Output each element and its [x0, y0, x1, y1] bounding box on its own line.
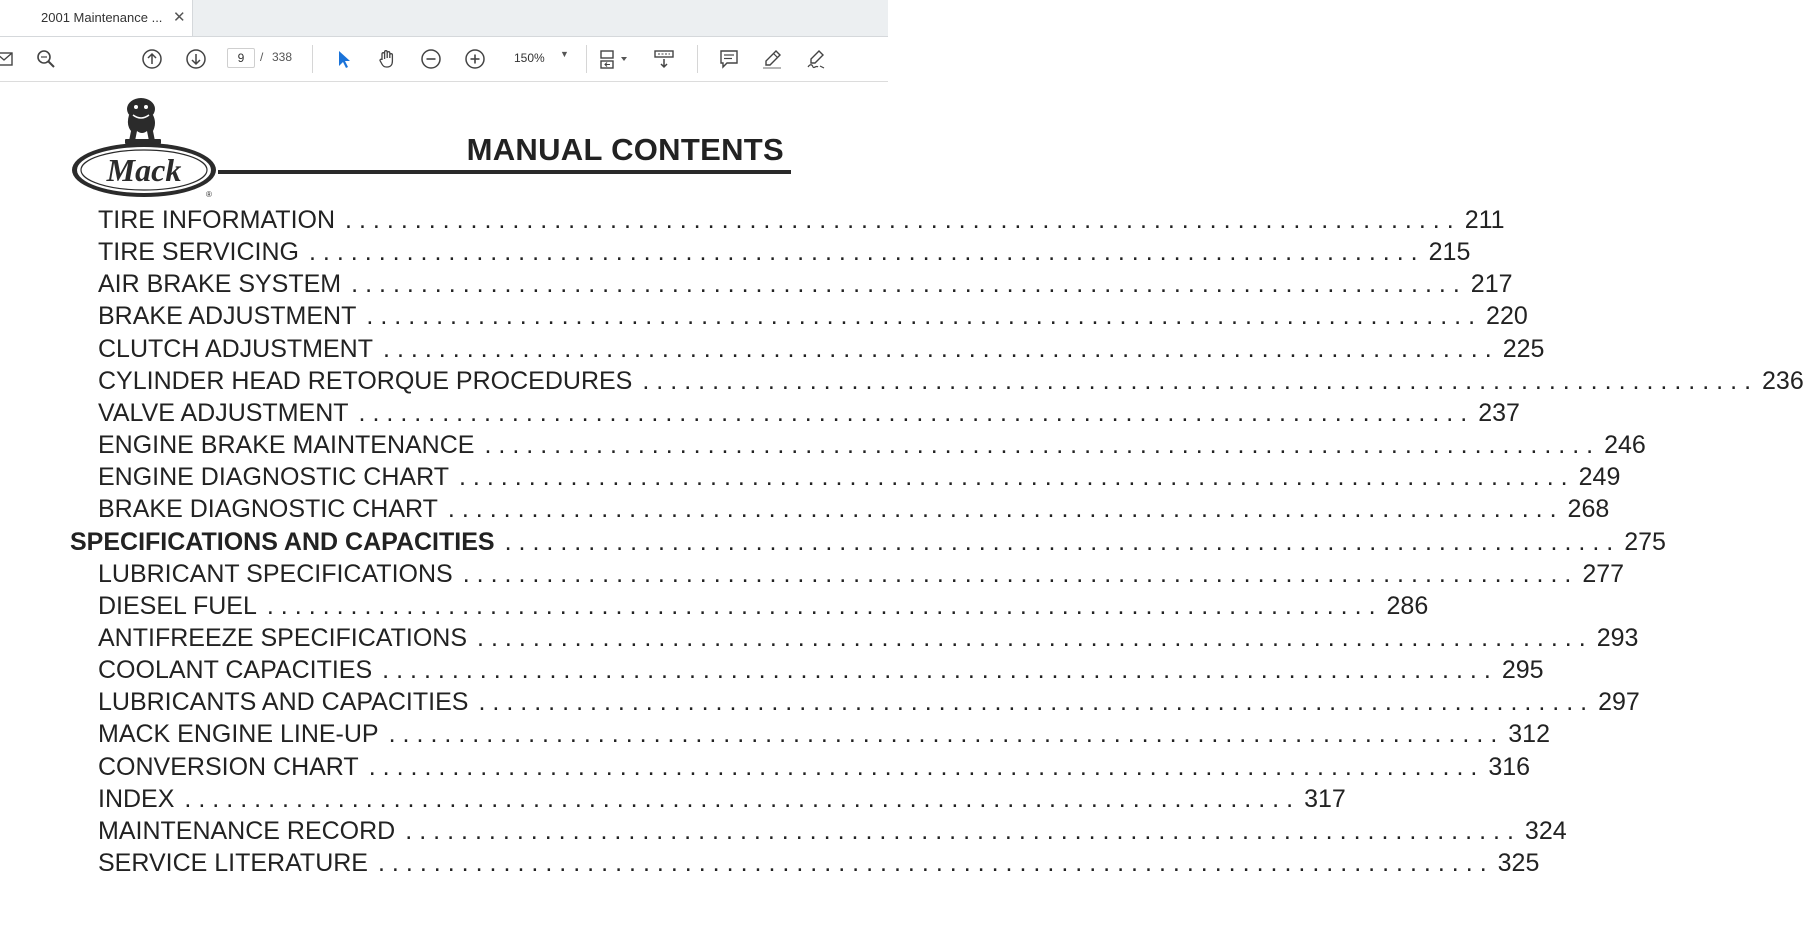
- toc-leader-dots: ................................................................................: [388, 720, 1505, 748]
- toc-leader-dots: ................................................................................: [308, 238, 1425, 266]
- previous-page-icon[interactable]: [139, 46, 165, 72]
- zoom-select[interactable]: [505, 47, 577, 69]
- toc-entry-page: 286: [1386, 592, 1429, 620]
- toc-entry-label: DIESEL FUEL: [98, 592, 257, 620]
- zoom-out-icon[interactable]: [418, 46, 444, 72]
- toc-entry[interactable]: [98, 238, 1471, 270]
- toc-entry-label: ENGINE DIAGNOSTIC CHART: [98, 463, 449, 491]
- toc-entry[interactable]: [98, 817, 1567, 849]
- toc-entry[interactable]: [98, 270, 1513, 302]
- toc-leader-dots: ................................................................................: [358, 399, 1475, 427]
- toc-leader-dots: ................................................................................: [447, 495, 1564, 523]
- toc-entry-label: CYLINDER HEAD RETORQUE PROCEDURES: [98, 367, 633, 395]
- toc-leader-dots: ................................................................................: [642, 367, 1759, 395]
- page-separator: /: [260, 50, 264, 64]
- sign-icon[interactable]: [803, 46, 829, 72]
- toc-entry[interactable]: [98, 720, 1550, 752]
- zoom-in-icon[interactable]: [462, 46, 488, 72]
- toc-entry[interactable]: [98, 302, 1528, 334]
- toc-leader-dots: ................................................................................: [266, 592, 1383, 620]
- chevron-down-icon: ▼: [560, 49, 569, 59]
- search-icon[interactable]: [33, 46, 59, 72]
- toc-leader-dots: ................................................................................: [405, 817, 1521, 845]
- next-page-icon[interactable]: [183, 46, 209, 72]
- toc-leader-dots: ................................................................................: [368, 753, 1485, 781]
- toc-entry[interactable]: [98, 849, 1540, 881]
- toc-entry-page: 249: [1578, 463, 1621, 491]
- close-tab-icon[interactable]: ✕: [173, 9, 186, 26]
- toc-entry[interactable]: [98, 367, 1804, 399]
- toc-entry-page: 237: [1478, 399, 1520, 427]
- pdf-toolbar: [0, 37, 888, 82]
- toc-entry-label: BRAKE DIAGNOSTIC CHART: [98, 495, 438, 523]
- toc-leader-dots: ................................................................................: [345, 206, 1461, 234]
- scroll-mode-icon[interactable]: [651, 46, 677, 72]
- toc-entry[interactable]: [98, 624, 1639, 656]
- toc-leader-dots: ................................................................................: [504, 528, 1621, 556]
- comment-icon[interactable]: [716, 46, 742, 72]
- document-tab[interactable]: [0, 0, 193, 36]
- toc-entry[interactable]: [98, 753, 1531, 785]
- toc-leader-dots: ................................................................................: [478, 688, 1595, 716]
- zoom-value: 150%: [514, 51, 545, 65]
- toc-entry-label: CONVERSION CHART: [98, 753, 359, 781]
- toc-entry-page: 295: [1501, 656, 1544, 684]
- toc-leader-dots: ................................................................................: [377, 849, 1494, 877]
- toc-entry-page: 225: [1502, 335, 1545, 363]
- toc-entry-label: LUBRICANT SPECIFICATIONS: [98, 560, 453, 588]
- toc-entry-page: 268: [1567, 495, 1610, 523]
- mack-logo: [69, 95, 219, 200]
- toc-entry-page: 215: [1428, 238, 1471, 266]
- toc-entry-page: 217: [1470, 270, 1513, 298]
- page-total: 338: [272, 50, 293, 64]
- toc-entry-page: 324: [1524, 817, 1567, 845]
- toc-leader-dots: ................................................................................: [366, 302, 1483, 330]
- toc-entry-label: VALVE ADJUSTMENT: [98, 399, 349, 427]
- toc-entry[interactable]: [98, 656, 1544, 688]
- toc-entry-label: BRAKE ADJUSTMENT: [98, 302, 357, 330]
- pdf-page: [0, 82, 1804, 937]
- toc-entry[interactable]: [98, 785, 1346, 817]
- toc-entry-label: TIRE SERVICING: [98, 238, 299, 266]
- toc-entry-page: 236: [1762, 367, 1804, 395]
- title-underline: [218, 170, 791, 174]
- tab-strip: [0, 0, 888, 37]
- toc-entry-label: MAINTENANCE RECORD: [98, 817, 396, 845]
- toc-entry-label: SPECIFICATIONS AND CAPACITIES: [70, 528, 495, 556]
- toolbar-divider: [312, 45, 313, 73]
- toc-entry-page: 297: [1598, 688, 1640, 716]
- toc-entry-page: 275: [1624, 528, 1666, 556]
- tab-title: 2001 Maintenance ...: [41, 10, 163, 25]
- toc-entry[interactable]: [98, 495, 1610, 527]
- toc-entry-page: 316: [1488, 753, 1531, 781]
- email-icon[interactable]: [0, 46, 18, 72]
- svg-text:®: ®: [206, 190, 212, 199]
- toc-entry-label: AIR BRAKE SYSTEM: [98, 270, 342, 298]
- toc-leader-dots: ................................................................................: [382, 656, 1498, 684]
- toc-entry-label: ANTIFREEZE SPECIFICATIONS: [98, 624, 468, 652]
- logo-text: Mack: [106, 152, 182, 188]
- toc-entry-page: 293: [1596, 624, 1639, 652]
- toc-entry[interactable]: [98, 206, 1505, 238]
- toc-entry[interactable]: [98, 560, 1625, 592]
- toc-entry[interactable]: [70, 528, 1666, 560]
- toc-leader-dots: ................................................................................: [184, 785, 1301, 813]
- toc-entry-label: ENGINE BRAKE MAINTENANCE: [98, 431, 475, 459]
- toc-entry-label: MACK ENGINE LINE-UP: [98, 720, 379, 748]
- toc-entry[interactable]: [98, 335, 1545, 367]
- toc-entry-page: 325: [1497, 849, 1540, 877]
- toc-entry-page: 211: [1464, 206, 1505, 234]
- toc-leader-dots: ................................................................................: [477, 624, 1593, 652]
- toc-entry[interactable]: [98, 688, 1640, 720]
- page-title: MANUAL CONTENTS: [466, 132, 784, 167]
- toc-entry[interactable]: [98, 431, 1646, 463]
- toc-entry-label: SERVICE LITERATURE: [98, 849, 368, 877]
- page-number-input[interactable]: 9: [227, 48, 255, 68]
- select-cursor-icon[interactable]: [331, 46, 357, 72]
- toc-entry[interactable]: [98, 592, 1429, 624]
- toc-leader-dots: ................................................................................: [383, 335, 1499, 363]
- toc-leader-dots: ................................................................................: [462, 560, 1579, 588]
- toc-leader-dots: ................................................................................: [484, 431, 1601, 459]
- fit-page-icon[interactable]: [596, 46, 632, 72]
- toc-entry-label: TIRE INFORMATION: [98, 206, 336, 234]
- toc-entry-label: COOLANT CAPACITIES: [98, 656, 373, 684]
- toc-entry-page: 312: [1508, 720, 1550, 748]
- toc-entry-page: 220: [1486, 302, 1528, 330]
- toolbar-divider: [697, 45, 698, 73]
- hand-tool-icon[interactable]: [374, 46, 400, 72]
- toc-entry-label: LUBRICANTS AND CAPACITIES: [98, 688, 469, 716]
- toc-entry[interactable]: [98, 463, 1621, 495]
- toc-entry-page: 246: [1604, 431, 1646, 459]
- highlight-pen-icon[interactable]: [759, 46, 785, 72]
- toc-leader-dots: ................................................................................: [458, 463, 1575, 491]
- toolbar-divider: [586, 45, 587, 73]
- toc-entry-page: 317: [1304, 785, 1346, 813]
- toc-entry-page: 277: [1582, 560, 1625, 588]
- toc-leader-dots: ................................................................................: [351, 270, 1467, 298]
- toc-entry-label: INDEX: [98, 785, 175, 813]
- toc-entry[interactable]: [98, 399, 1520, 431]
- toc-entry-label: CLUTCH ADJUSTMENT: [98, 335, 374, 363]
